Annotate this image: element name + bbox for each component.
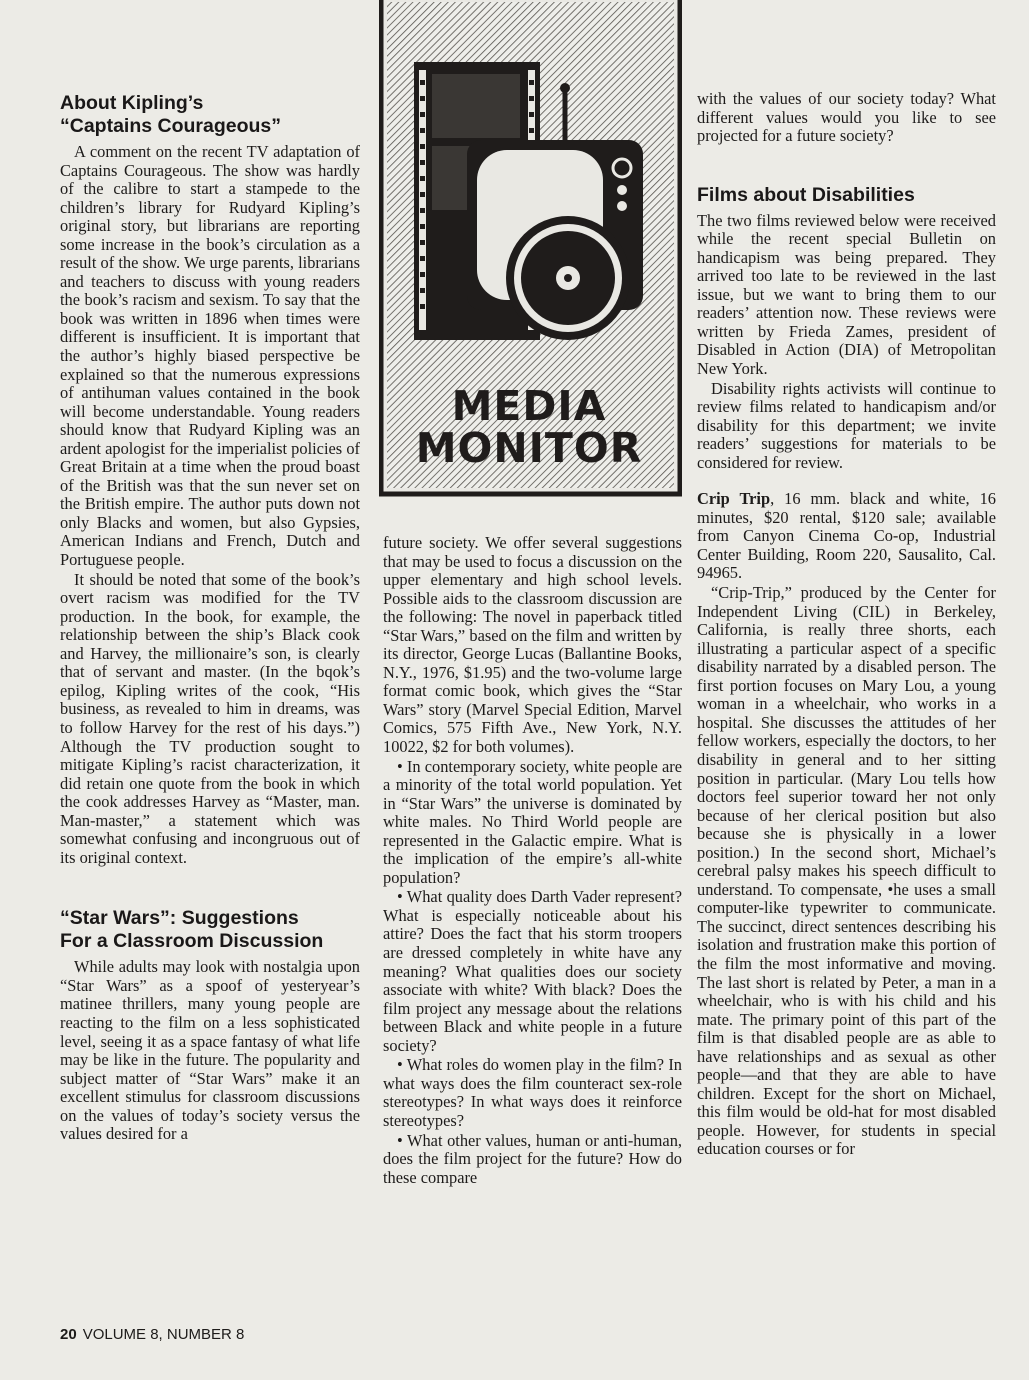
kipling-paragraph-2: It should be noted that some of the book’s overt racism was modified for the TV production. In the book, for example, the relationship between the ship’s Black cook and Harvey, the millionaire’s son, is clearly that of servant and master. (In the bqok’s epilog, Kipling writes of the cook, “His business, as revealed to him in dreams, was to follow Harvey for the rest of his days.”) Although the TV production sought to mitigate Kipling’s racist characterization, it did retain one quote from the book in which the cook addresses Harvey as “Master, man. Man-master,” a statement which was somewhat confusing and incongruous out of its original context. bbox=[60, 569, 360, 867]
logo-media: MEDIA bbox=[451, 382, 607, 430]
crip-trip-review: “Crip-Trip,” produced by the Center for Independent Living (CIL) in Berkeley, California, is really three shorts, each illustrating a particular aspect of a specific disability narrated by a disabled person. The first portion focuses on Mary Lou, a young woman in a wheelchair, who works in a hospital. She discusses the attitudes of her fellow workers, especially the doctors, to her disability in general and to her sitting position in particular. (Mary Lou tells how doctors feel superior toward her not only because of her clerical position but also because she is physically in a lower position.) In the second short, Michael’s cerebral palsy makes his speech difficult to understand. To compensate, •he uses a small computer-like typewriter to communicate. The succinct, direct sentences describing his isolation and frustration make this portion of the film the most informative and moving. The last short is related by Peter, a man in a wheelchair, who is with his child and his mate. The primary point of this part of the film is that disabled people are as able to have relationships and as sexual as other people—and that they are able to have children. Except for the short on Michael, this film would be old-hat for most disabled people. However, for students in special education courses or for bbox=[697, 583, 996, 1159]
disabilities-paragraph-1: The two films reviewed below were received while the recent special Bulletin on handicapism was being prepared. They arrived too late to be reviewed in the last issue, but we want to bring them to our readers’ attention now. These reviews were written by Frieda Zames, president of Disabled in Action (DIA) of Metropolitan New York. bbox=[697, 210, 996, 379]
film-listing bbox=[697, 490, 996, 583]
page-number: 20 bbox=[60, 1326, 77, 1343]
starwars-question-3: • What roles do women play in the film? In what ways does the film counteract sex-role stereotypes? In what ways does it reinforce stereotypes? bbox=[383, 1055, 682, 1130]
column-2 bbox=[383, 534, 682, 1187]
film-title: Crip Trip bbox=[697, 489, 771, 509]
film-details: , 16 mm. black and white, 16 minutes, $20 rental, $120 sale; available from Canyon Cinema Co-op, Industrial Center Building, Room 220, Sausalito, Cal. 94965. bbox=[697, 489, 996, 583]
kipling-title: About Kipling’s “Captains Courageous” bbox=[60, 92, 282, 137]
starwars-title: “Star Wars”: Suggestions For a Classroom Discussion bbox=[60, 907, 324, 953]
column-3 bbox=[697, 90, 996, 1159]
page-footer bbox=[60, 1326, 244, 1343]
kipling-paragraph-1: A comment on the recent TV adaptation of Captains Courageous. The show was hardly of the calibre to start a stampede to the children’s library for Rudyard Kipling’s original story, but librarians are reporting some increase in the book’s circulation as a result of the show. We urge parents, librarians and teachers to discuss with young readers the book’s racism and sexism. To say that the book was written in 1896 when times were different is insufficient. It is important that the author’s highly biased perspective be explained so that the numerous expressions of antihuman values contained in the book will become understandable. Young readers should know that Rudyard Kipling was an ardent apologist for the imperialist policies of Great Britain at a time when the proud boast of the British was that the sun never set on the British empire. The author puts down not only Blacks and women, but also Gypsies, American Indians and French, Dutch and Portuguese people. bbox=[60, 142, 360, 570]
starwars-paragraph-2: future society. We offer several suggestions that may be used to focus a discussion on the upper elementary and high school levels. Possible aids to the classroom discussion are the following: The novel in paperback titled “Star Wars,” based on the film and written by its director, George Lucas (Ballantine Books, N.Y., 1976, $1.95) and the two-volume large format comic book, which gives the “Star Wars” story (Marvel Special Edition, Marvel Comics, 575 Fifth Ave., New York, N.Y. 10022, $2 for both volumes). bbox=[383, 533, 682, 757]
logo-monitor: MONITOR bbox=[415, 424, 643, 472]
issue-label: VOLUME 8, NUMBER 8 bbox=[82, 1326, 245, 1343]
starwars-question-1: • In contemporary society, white people are a minority of the total world population. Yet in “Star Wars” the universe is dominated by white males. No Third World people are represented in the Galactic empire. What is the implication of the empire’s all-white population? bbox=[383, 756, 682, 887]
media-monitor-logo bbox=[379, 0, 682, 497]
disabilities-title: Films about Disabilities bbox=[697, 183, 915, 206]
starwars-question-2: • What quality does Darth Vader represent? What is especially noticeable about his attire? Does the fact that his storm troopers are dressed completely in white have any meaning? What qualities does our society associate with white? With black? Does the film project any message about the relations between Black and white people in a future society? bbox=[383, 887, 682, 1055]
disabilities-paragraph-2: Disability rights activists will continue to review films related to handicapism and/or disability for this department; we invite readers’ suggestions for materials to be considered for review. bbox=[697, 378, 996, 472]
starwars-continuation: with the values of our society today? What different values would you like to see projected for a future society? bbox=[697, 89, 996, 146]
starwars-question-4: • What other values, human or anti-human, does the film project for the future? How do these compare bbox=[383, 1130, 682, 1187]
starwars-paragraph-1: While adults may look with nostalgia upon “Star Wars” as a spoof of yesteryear’s matinee thrillers, many young people are reacting to the film on a less sophisticated level, seeing it as a space fantasy of what life may be like in the future. The popularity and subject matter of “Star Wars” make it an excellent stimulus for classroom discussions on the values of today’s society versus the values desired for a bbox=[60, 957, 360, 1144]
column-1 bbox=[60, 92, 360, 1144]
